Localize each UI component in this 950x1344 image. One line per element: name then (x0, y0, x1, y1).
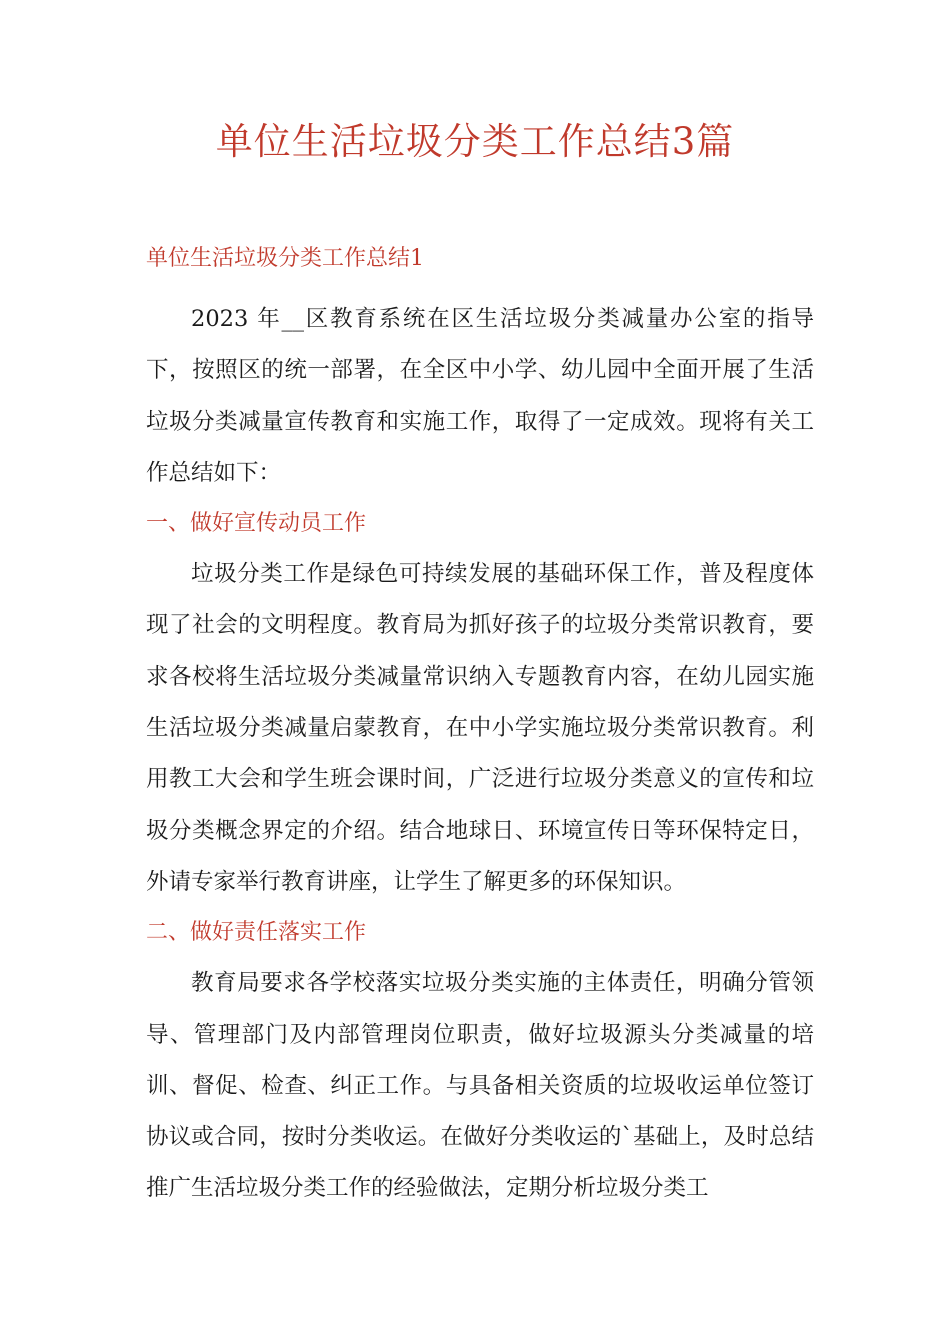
heading-responsibility: 二、做好责任落实工作 (146, 920, 367, 946)
heading-publicity: 一、做好宣传动员工作 (146, 511, 367, 537)
intro-paragraph: 2023 年__区教育系统在区生活垃圾分类减量办公室的指导下，按照区的统一部署，在全区中小学、幼儿园中全面开展了生活垃圾分类减量宣传教育和实施工作，取得了一定成效。现将有关工作总结如下： (146, 306, 814, 486)
document-title: 单位生活垃圾分类工作总结3篇 (215, 120, 735, 163)
paragraph-publicity: 垃圾分类工作是绿色可持续发展的基础环保工作，普及程度体现了社会的文明程度。教育局为抓好孩子的垃圾分类常识教育，要求各校将生活垃圾分类减量常识纳入专题教育内容，在幼儿园实施生活垃圾分类减量启蒙教育，在中小学实施垃圾分类常识教育。利用教工大会和学生班会课时间，广泛进行垃圾分类意义的宣传和垃圾分类概念界定的介绍。结合地球日、环境宣传日等环保特定日，外请专家举行教育讲座，让学生了解更多的环保知识。 (146, 561, 814, 895)
section-title: 单位生活垃圾分类工作总结1 (146, 246, 424, 271)
document-body (146, 234, 814, 1215)
paragraph-responsibility: 教育局要求各学校落实垃圾分类实施的主体责任，明确分管领导、管理部门及内部管理岗位职责，做好垃圾源头分类减量的培训、督促、检查、纠正工作。与具备相关资质的垃圾收运单位签订协议或合同，按时分类收运。在做好分类收运的`基础上，及时总结推广生活垃圾分类工作的经验做法，定期分析垃圾分类工 (146, 970, 814, 1202)
